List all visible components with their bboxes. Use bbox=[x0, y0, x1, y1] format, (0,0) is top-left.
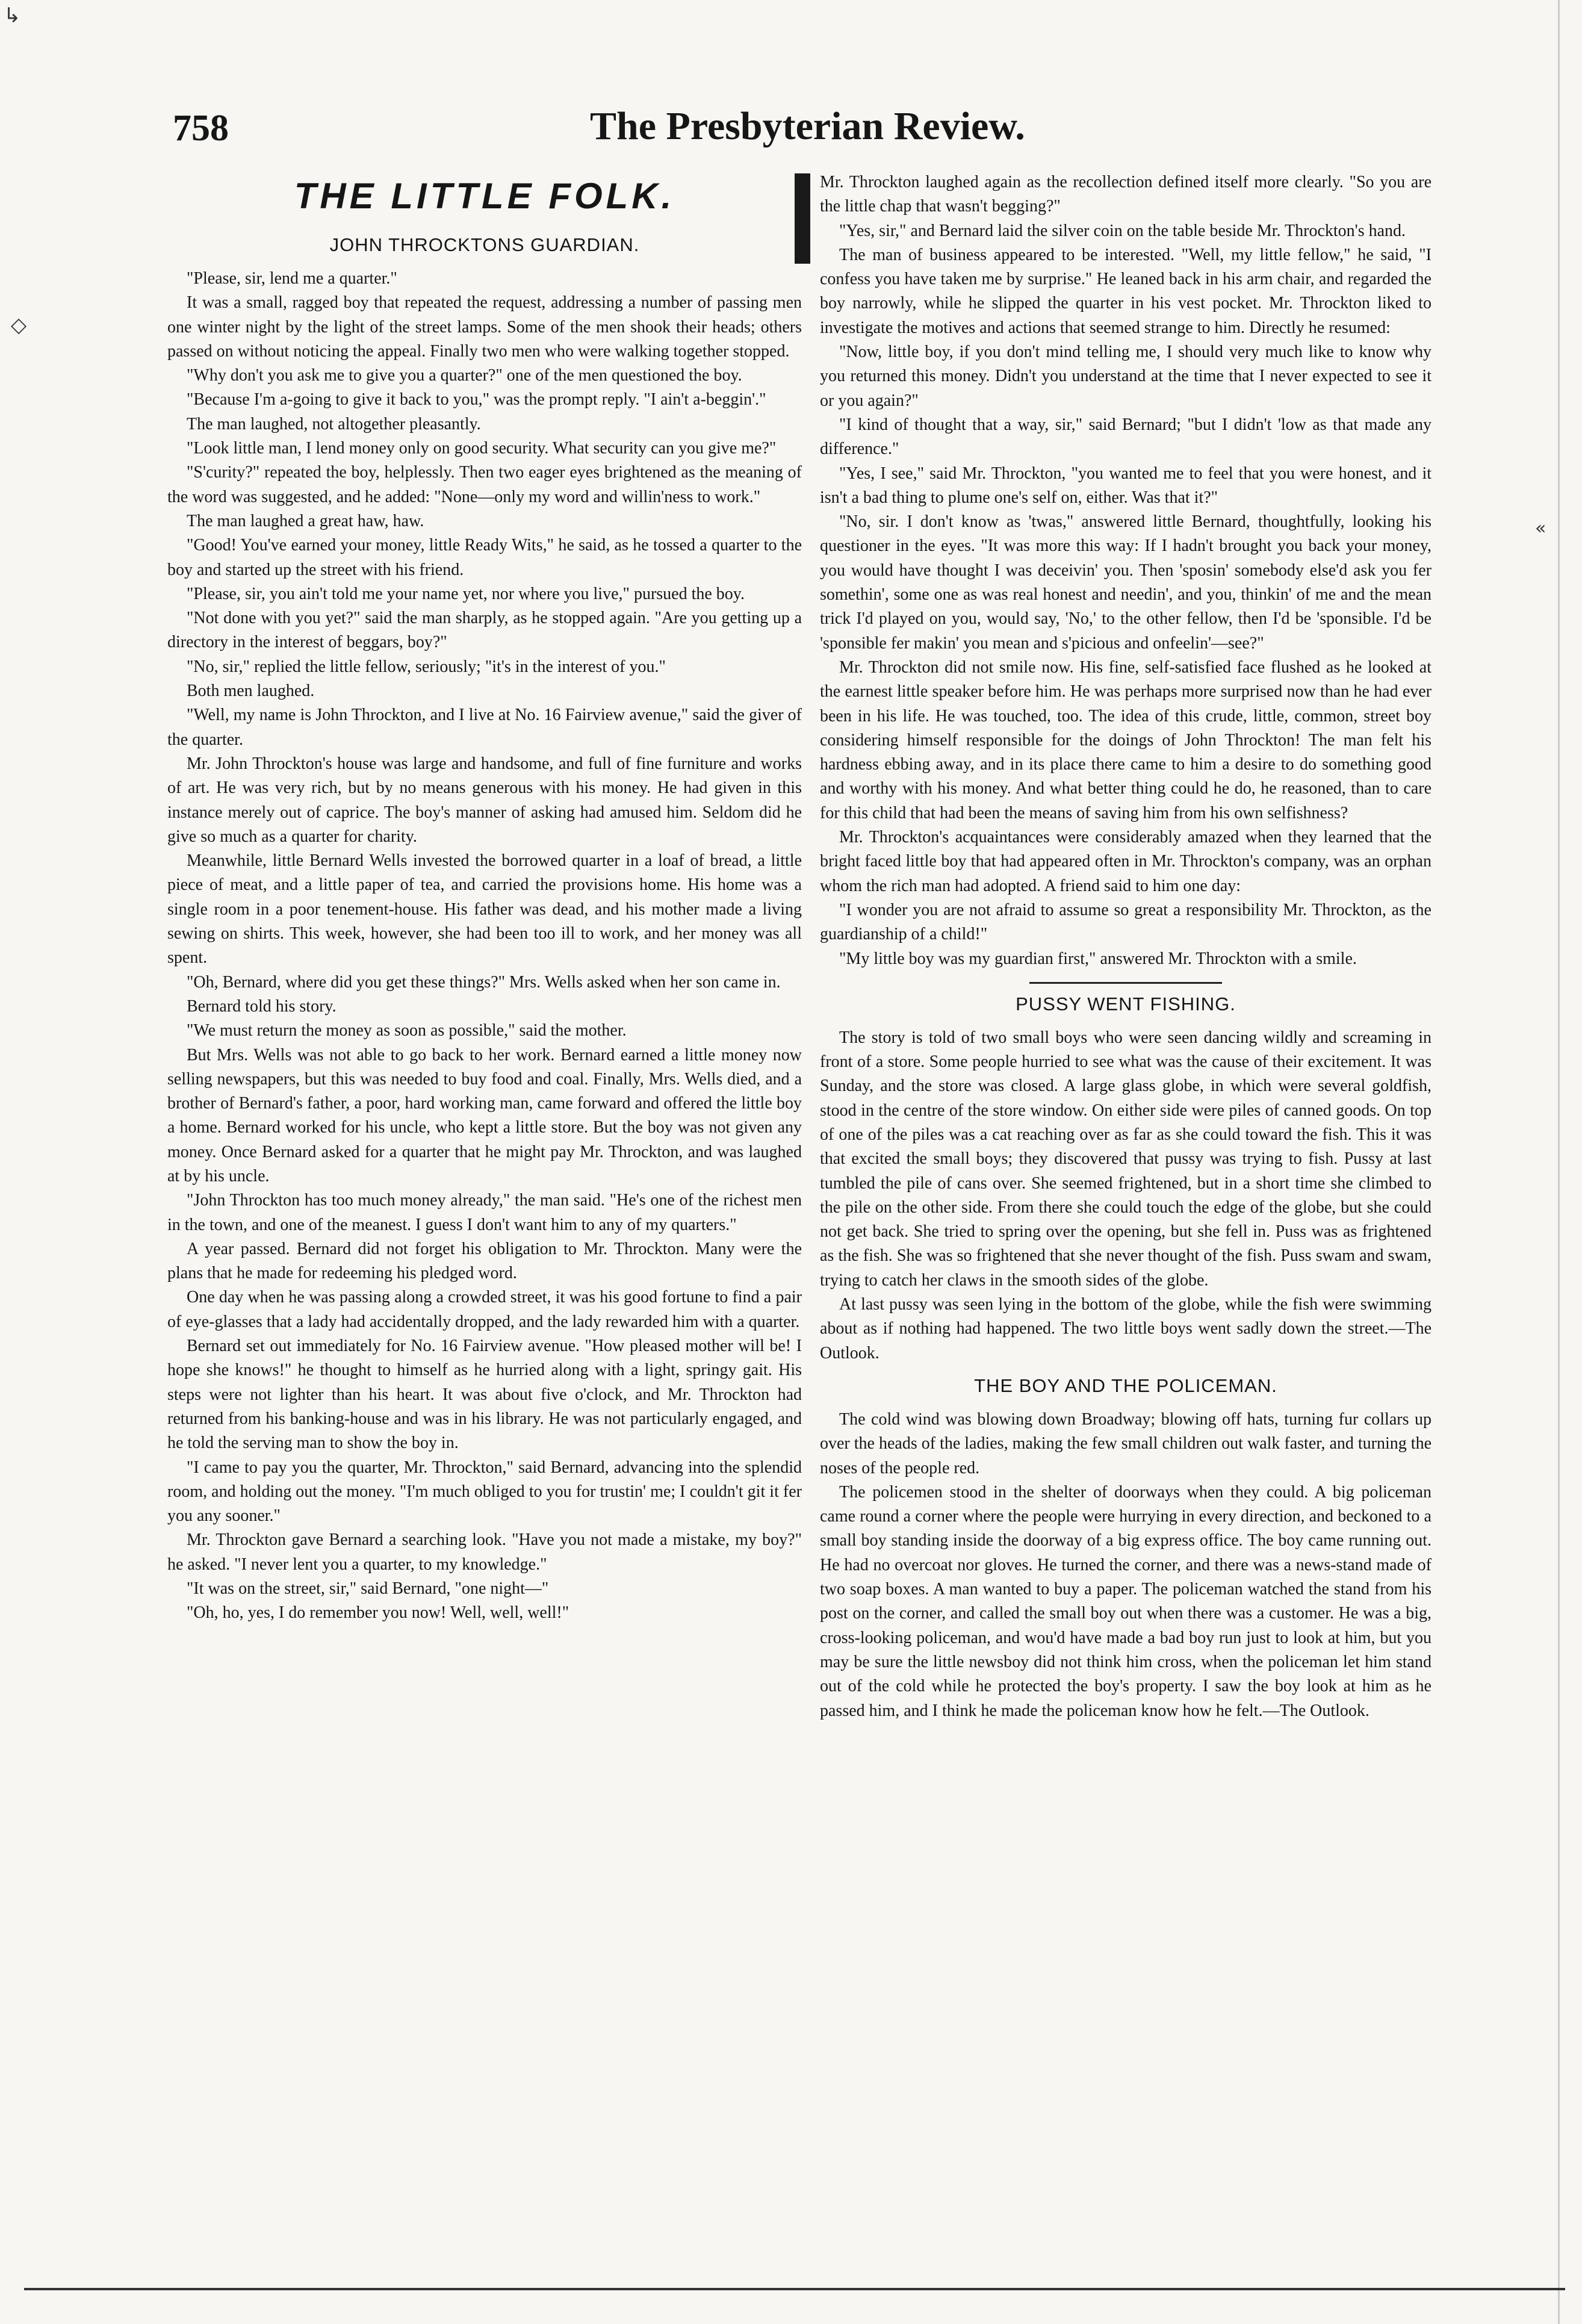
paragraph: But Mrs. Wells was not able to go back to her work. Bernard earned a little money now selling newspapers, but this was needed to buy food and coal. Finally, Mrs. Wells died, and a brother of Bernard's father, a poor, hard working man, came forward and offered the little boy a home. Bernard worked for his uncle, who kept a little store. But the boy was not given any money. Once Bernard asked for a quarter that he might pay Mr. Throckton, and was laughed at by his uncle. bbox=[167, 1045, 802, 1185]
paragraph: "No, sir," replied the little fellow, seriously; "it's in the interest of you." bbox=[187, 657, 666, 676]
paragraph: "I wonder you are not afraid to assume so great a responsibility Mr. Throckton, as the guardianship of a child!" bbox=[820, 900, 1432, 944]
story-heading: PUSSY WENT FISHING. bbox=[1016, 993, 1236, 1014]
page-number: 758 bbox=[173, 108, 229, 149]
running-title: The Presbyterian Review. bbox=[590, 104, 1025, 148]
paragraph: Meanwhile, little Bernard Wells invested the borrowed quarter in a loaf of bread, a little piece of meat, and a little paper of tea, and carried the provisions home. His home was a single room in a poor tenement-house. His father was dead, and his mother made a living sewing on shirts. This week, however, she had been too ill to work, and her money was all spent. bbox=[167, 851, 802, 968]
paragraph: "I came to pay you the quarter, Mr. Throckton," said Bernard, advancing into the splendid room, and holding out the money. "I'm much obliged to you for trustin' me; I couldn't git it fer you any sooner." bbox=[167, 1458, 802, 1526]
paragraph: "Please, sir, you ain't told me your name yet, nor where you live," pursued the boy. bbox=[187, 584, 745, 603]
paragraph: "Oh, Bernard, where did you get these things?" Mrs. Wells asked when her son came in. bbox=[187, 972, 781, 992]
paragraph: "Because I'm a-going to give it back to you," was the prompt reply. "I ain't a-beggin'." bbox=[187, 390, 766, 409]
paragraph: "Good! You've earned your money, little Ready Wits," he said, as he tossed a quarter to the boy and started up the street with his friend. bbox=[167, 536, 802, 579]
paragraph: The policemen stood in the shelter of doorways when they could. A big policeman came round a corner where the people were hurrying in every direction, and beckoned to a small boy standing inside the doorway of a big express office. The boy came running out. He had no overcoat nor gloves. He turned the corner, and there was a news-stand made of two soap boxes. A man wanted to buy a paper. The policeman watched the stand from his post on the corner, and called the small boy out when there was a customer. He was a big, cross-looking policeman, and wou'd have made a bad boy run just to look at him, but you may be sure the little newsboy did not think him cross, when the policeman let him stand out of the cold while he protected the boy's property. I saw the boy look at him as he passed him, and I think he made the policeman know how he felt.—The Outlook. bbox=[820, 1482, 1432, 1720]
paragraph: "We must return the money as soon as possible," said the mother. bbox=[187, 1021, 627, 1040]
paragraph: The man of business appeared to be interested. "Well, my little fellow," he said, "I confess you have taken me by surprise." He leaned back in his arm chair, and regarded the boy narrowly, while he slipped the quarter in his vest pocket. Mr. Throckton liked to investigate the motives and actions that seemed strange to him. Directly he resumed: bbox=[820, 245, 1432, 337]
paragraph: "Yes, sir," and Bernard laid the silver coin on the table beside Mr. Throckton's hand. bbox=[839, 221, 1406, 240]
paragraph: "Not done with you yet?" said the man sharply, as he stopped again. "Are you getting up a directory in the interest of beggars, boy?" bbox=[167, 609, 802, 652]
page-bottom-rule bbox=[24, 2288, 1565, 2290]
story-heading: THE BOY AND THE POLICEMAN. bbox=[974, 1375, 1277, 1396]
column-ornament bbox=[795, 173, 810, 264]
story-heading: JOHN THROCKTONS GUARDIAN. bbox=[329, 234, 640, 255]
paragraph: At last pussy was seen lying in the bottom of the globe, while the fish were swimming about as if nothing had happened. The two little boys went sadly down the street.—The Outlook. bbox=[820, 1295, 1432, 1362]
paragraph: One day when he was passing along a crowded street, it was his good fortune to find a pair of eye-glasses that a lady had accidentally dropped, and the lady rewarded him with a quarter. bbox=[167, 1288, 802, 1331]
left-column bbox=[167, 170, 802, 1626]
paragraph: The man laughed, not altogether pleasantly. bbox=[187, 414, 481, 433]
section-title: THE LITTLE FOLK. bbox=[294, 176, 675, 216]
paragraph: "I kind of thought that a way, sir," said Bernard; "but I didn't 'low as that made any difference." bbox=[820, 415, 1432, 459]
paragraph: Mr. Throckton's acquaintances were considerably amazed when they learned that the bright faced little boy that had appeared often in Mr. Throckton's company, was an orphan whom the rich man had adopted. A friend said to him one day: bbox=[820, 828, 1432, 895]
margin-mark-left: ◇ bbox=[11, 313, 27, 337]
paragraph: "Well, my name is John Throckton, and I live at No. 16 Fairview avenue," said the giver of the quarter. bbox=[167, 706, 802, 749]
paragraph: "S'curity?" repeated the boy, helplessly. Then two eager eyes brightened as the meaning of the word was suggested, and he added: "None—only my word and willin'ness to work." bbox=[167, 463, 802, 506]
paragraph: "Why don't you ask me to give you a quarter?" one of the men questioned the boy. bbox=[187, 366, 742, 385]
paragraph: "Oh, ho, yes, I do remember you now! Well, well, well!" bbox=[187, 1603, 569, 1623]
margin-mark-corner: ↳ bbox=[4, 4, 21, 28]
paragraph: "Look little man, I lend money only on good security. What security can you give me?" bbox=[187, 439, 777, 458]
paragraph: Mr. Throckton laughed again as the recollection defined itself more clearly. "So you are the little chap that wasn't begging?" bbox=[820, 173, 1432, 216]
margin-mark-right: « bbox=[1535, 518, 1546, 539]
paragraph: Bernard told his story. bbox=[187, 996, 337, 1016]
paragraph: "It was on the street, sir," said Bernard, "one night—" bbox=[187, 1579, 549, 1599]
section-divider bbox=[1029, 982, 1222, 984]
right-column bbox=[820, 170, 1432, 1723]
paragraph: Bernard set out immediately for No. 16 Fairview avenue. "How pleased mother will be! I hope she knows!" he thought to himself as he hurried along with a light, springy gait. His steps were not lighter than his heart. It was about five o'clock, and Mr. Throckton had returned from his banking-house and was in his library. He was not particularly engaged, and he told the serving man to show the boy in. bbox=[167, 1337, 802, 1453]
paragraph: A year passed. Bernard did not forget his obligation to Mr. Throckton. Many were the plans that he made for redeeming his pledged word. bbox=[167, 1239, 802, 1283]
paragraph: Mr. Throckton gave Bernard a searching look. "Have you not made a mistake, my boy?" he asked. "I never lent you a quarter, to my knowledge." bbox=[167, 1530, 802, 1574]
paragraph: "My little boy was my guardian first," answered Mr. Throckton with a smile. bbox=[839, 949, 1357, 968]
paragraph: "Please, sir, lend me a quarter." bbox=[187, 269, 397, 288]
paragraph: The cold wind was blowing down Broadway; blowing off hats, turning fur collars up over the heads of the ladies, making the few small children out walk faster, and turning the noses of the people red. bbox=[820, 1409, 1432, 1477]
paragraph: Mr. John Throckton's house was large and handsome, and full of fine furniture and works of art. He was very rich, but by no means generous with his money. He had given in this instance merely out of caprice. The boy's manner of asking had amused him. Seldom did he give so much as a quarter for charity. bbox=[167, 754, 802, 846]
paragraph: Mr. Throckton did not smile now. His fine, self-satisfied face flushed as he looked at the earnest little speaker before him. He was perhaps more surprised now than he had ever been in his life. He was touched, too. The idea of this crude, little, common, street boy considering himself responsible for the doings of John Throckton! The man felt his hardness ebbing away, and in its place there came to him a desire to do something good and worthy with his money. And what better thing could he do, he reasoned, than to care for this child that had been the means of saving him from his own selfishness? bbox=[820, 657, 1432, 822]
paragraph: Both men laughed. bbox=[187, 682, 315, 701]
paragraph: "Yes, I see," said Mr. Throckton, "you wanted me to feel that you were honest, and it isn't a bad thing to plume one's self on, either. Was that it?" bbox=[820, 464, 1432, 507]
paragraph: "Now, little boy, if you don't mind telling me, I should very much like to know why you returned this money. Didn't you understand at the time that I never expected to see it or you again?" bbox=[820, 343, 1432, 410]
paragraph: "No, sir. I don't know as 'twas," answered little Bernard, thoughtfully, looking his questioner in the eyes. "It was more this way: If I hadn't brought you back your money, you would have thought I was deceivin' you. Then 'sposin' somebody else'd ask you fer somethin', some one as was real honest and needin', and you, thinkin' of me and the mean trick I'd played on you, would say, 'No,' to the other fellow, then I'd be 'sponsible. I'd be 'sponsible fer makin' you mean and s'picious and onfeelin'—see?" bbox=[820, 512, 1432, 653]
paragraph: "John Throckton has too much money already," the man said. "He's one of the richest men in the town, and one of the meanest. I guess I don't want him to any of my quarters." bbox=[167, 1191, 802, 1234]
paragraph: The story is told of two small boys who were seen dancing wildly and screaming in front of a store. Some people hurried to see what was the cause of their excitement. It was Sunday, and the store was closed. A large glass globe, in which were several goldfish, stood in the centre of the store window. On either side were piles of canned goods. On top of one of the piles was a cat reaching over as far as she could toward the fish. This it was that excited the small boys; they discovered that pussy was trying to fish. Pussy at last tumbled the pile of cans over. She seemed frightened, but in a short time she climbed to the pile on the other side. From there she could touch the edge of the globe, but she could not get back. She tried to spring over the opening, but she fell in. Puss was as frightened as the fish. She was so frightened that she never thought of the fish. Puss swam and swam, trying to catch her claws in the smooth sides of the globe. bbox=[820, 1028, 1432, 1290]
paragraph: It was a small, ragged boy that repeated the request, addressing a number of passing men one winter night by the light of the street lamps. Some of the men shook their heads; others passed on without noticing the appeal. Finally two men who were walking together stopped. bbox=[167, 293, 802, 361]
page-edge bbox=[1558, 0, 1560, 2324]
paragraph: The man laughed a great haw, haw. bbox=[187, 511, 424, 530]
